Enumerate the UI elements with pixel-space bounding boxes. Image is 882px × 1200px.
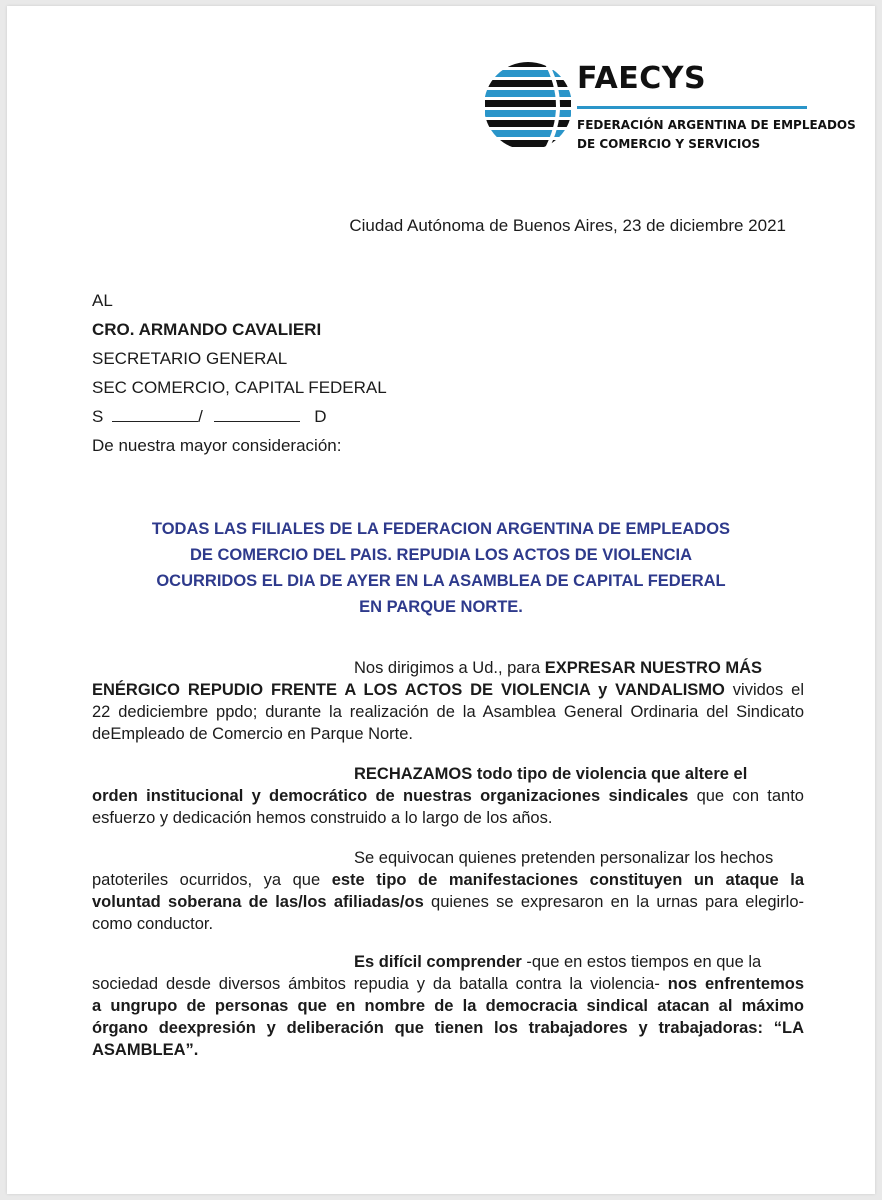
p4-text-c: sociedad desde diversos ámbitos repudia y da batalla contra la violencia- bbox=[92, 975, 668, 993]
p3-line-2 bbox=[92, 869, 804, 891]
p1-line-4: deEmpleado de Comercio en Parque Norte. bbox=[92, 725, 414, 743]
p4-line-4: órgano deexpresión y deliberación que tienen los trabajadores y trabajadoras: “LA bbox=[92, 1019, 804, 1037]
p2-text-c: que con tanto bbox=[688, 787, 804, 805]
date-line: Ciudad Autónoma de Buenos Aires, 23 de diciembre 2021 bbox=[349, 216, 786, 235]
faecys-globe-icon bbox=[485, 56, 571, 156]
paragraph-4 bbox=[92, 951, 804, 1061]
p2-line-3: esfuerzo y dedicación hemos construido a lo largo de los años. bbox=[92, 809, 553, 827]
logo-brand-name: FAECYS bbox=[577, 61, 707, 96]
title-line-3: OCURRIDOS EL DIA DE AYER EN LA ASAMBLEA DE CAPITAL FEDERAL bbox=[156, 572, 726, 590]
p4-text-b: -que en estos tiempos en que la bbox=[521, 953, 762, 971]
p4-text-a: Es difícil comprender bbox=[354, 953, 522, 971]
title-line-2: DE COMERCIO DEL PAIS. REPUDIA LOS ACTOS DE VIOLENCIA bbox=[189, 546, 693, 564]
p3-text-b: patoteriles ocurridos, ya que bbox=[92, 871, 332, 889]
salutation-blank-2 bbox=[214, 407, 300, 422]
p1-line-2 bbox=[92, 679, 804, 701]
p3-text-e: quienes se expresaron en la urnas para elegirlo- bbox=[423, 893, 804, 911]
p3-line-4: como conductor. bbox=[92, 915, 214, 933]
addressee-name: CRO. ARMANDO CAVALIERI bbox=[92, 320, 322, 339]
p4-text-d: nos enfrentemos bbox=[667, 975, 805, 993]
p4-line-2 bbox=[92, 973, 804, 995]
p1-text-c: ENÉRGICO REPUDIO FRENTE A LOS ACTOS DE VIOLENCIA y VANDALISMO bbox=[92, 681, 725, 699]
paragraph-2 bbox=[92, 763, 804, 829]
p2-line-2 bbox=[92, 785, 804, 807]
p1-text-d: vividos el bbox=[724, 681, 804, 699]
salutation-slash: / bbox=[198, 407, 203, 426]
p1-text-a: Nos dirigimos a Ud., para bbox=[354, 659, 545, 677]
title-line-4: EN PARQUE NORTE. bbox=[359, 598, 523, 616]
faecys-logo bbox=[485, 56, 856, 156]
addressee-org: SEC COMERCIO, CAPITAL FEDERAL bbox=[92, 378, 387, 397]
addressee-al: AL bbox=[92, 291, 113, 310]
p2-line-1: RECHAZAMOS todo tipo de violencia que altere el bbox=[354, 765, 748, 783]
salutation-sd bbox=[92, 406, 327, 428]
logo-subtitle-line1: FEDERACIÓN ARGENTINA DE EMPLEADOS bbox=[577, 118, 856, 132]
p3-text-c: este tipo de manifestaciones constituyen un ataque la bbox=[331, 871, 804, 889]
p3-line-1: Se equivocan quienes pretenden personalizar los hechos bbox=[354, 849, 774, 867]
p3-line-3 bbox=[92, 891, 804, 913]
p2-text-b: orden institucional y democrático de nuestras organizaciones sindicales bbox=[92, 787, 689, 805]
p4-line-1 bbox=[92, 951, 804, 973]
paragraph-3 bbox=[92, 847, 804, 935]
p1-text-b: EXPRESAR NUESTRO MÁS bbox=[544, 659, 763, 677]
p4-line-5: ASAMBLEA”. bbox=[92, 1041, 199, 1059]
p1-line-1 bbox=[92, 657, 804, 679]
paragraph-1 bbox=[92, 657, 804, 745]
p1-line-3: 22 dediciembre ppdo; durante la realización de la Asamblea General Ordinaria del Sindicato bbox=[92, 703, 804, 721]
letter-title bbox=[7, 516, 875, 620]
salutation-d: D bbox=[314, 407, 327, 426]
p4-line-3: a ungrupo de personas que en nombre de la democracia sindical atacan al máximo bbox=[92, 997, 804, 1015]
logo-subtitle-line2: DE COMERCIO Y SERVICIOS bbox=[577, 137, 761, 151]
salutation-s: S bbox=[92, 407, 104, 426]
greeting: De nuestra mayor consideración: bbox=[92, 436, 342, 455]
logo-rule bbox=[577, 106, 807, 109]
p3-text-d: voluntad soberana de las/los afiliadas/os bbox=[92, 893, 424, 911]
title-line-1: TODAS LAS FILIALES DE LA FEDERACION ARGENTINA DE EMPLEADOS bbox=[151, 520, 731, 538]
salutation-blank-1 bbox=[112, 407, 198, 422]
addressee-position: SECRETARIO GENERAL bbox=[92, 349, 288, 368]
letter-page bbox=[7, 6, 875, 1194]
